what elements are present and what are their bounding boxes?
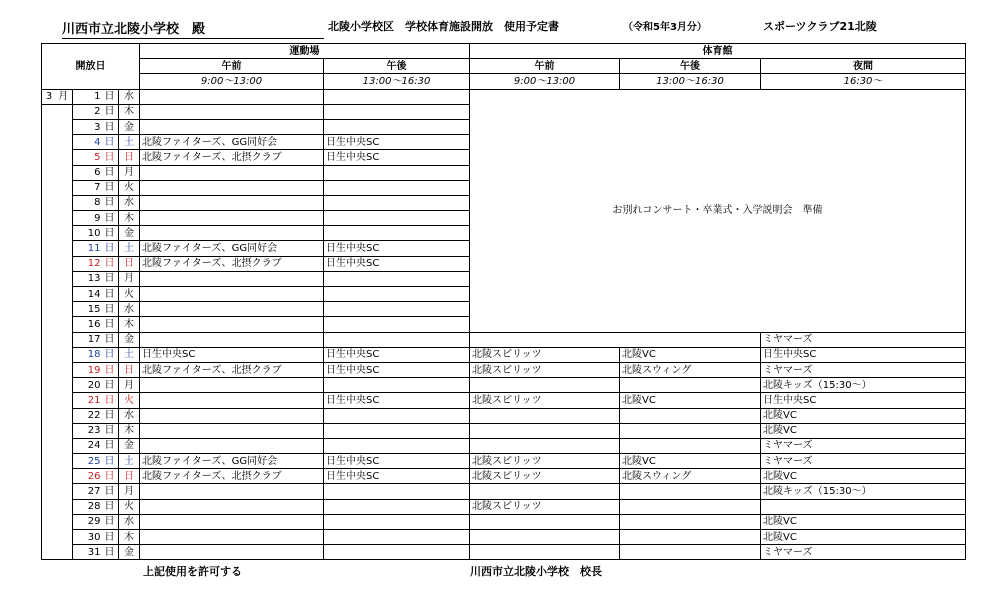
ground-am-cell bbox=[140, 332, 324, 347]
day-unit: 日 bbox=[103, 347, 119, 362]
gym-am-cell: 北陵スピリッツ bbox=[470, 469, 620, 484]
day-number: 31 bbox=[73, 545, 103, 560]
weekday: 水 bbox=[119, 408, 140, 423]
day-number: 15 bbox=[73, 302, 103, 317]
day-number: 11 bbox=[73, 241, 103, 256]
gym-night-cell: ミヤマーズ bbox=[761, 362, 966, 377]
month-cell bbox=[42, 545, 73, 560]
table-row bbox=[42, 393, 966, 408]
day-number: 24 bbox=[73, 438, 103, 453]
gym-pm-cell: 北陵VC bbox=[620, 393, 761, 408]
gym-night-cell: 北陵キッズ（15:30～） bbox=[761, 484, 966, 499]
day-number: 17 bbox=[73, 332, 103, 347]
day-unit: 日 bbox=[103, 256, 119, 271]
ground-am-cell bbox=[140, 514, 324, 529]
month-cell bbox=[42, 393, 73, 408]
day-unit: 日 bbox=[103, 241, 119, 256]
month-cell bbox=[42, 89, 73, 104]
ground-pm-cell bbox=[324, 226, 470, 241]
gym-am-cell: 北陵スピリッツ bbox=[470, 499, 620, 514]
ground-am-cell bbox=[140, 302, 324, 317]
day-unit: 日 bbox=[103, 195, 119, 210]
month-cell bbox=[42, 180, 73, 195]
month-cell bbox=[42, 302, 73, 317]
day-unit: 日 bbox=[103, 317, 119, 332]
day-unit: 日 bbox=[103, 211, 119, 226]
month-cell bbox=[42, 378, 73, 393]
ground-pm-cell bbox=[324, 484, 470, 499]
month-cell bbox=[42, 241, 73, 256]
gym-am-cell bbox=[470, 530, 620, 545]
ground-pm-cell bbox=[324, 317, 470, 332]
ground-am-cell bbox=[140, 530, 324, 545]
ground-pm-cell bbox=[324, 438, 470, 453]
day-unit: 日 bbox=[103, 135, 119, 150]
weekday: 水 bbox=[119, 514, 140, 529]
month-cell bbox=[42, 408, 73, 423]
day-unit: 日 bbox=[103, 226, 119, 241]
table-row bbox=[42, 499, 966, 514]
day-unit: 日 bbox=[103, 484, 119, 499]
gym-pm-cell bbox=[620, 484, 761, 499]
gym-am-cell bbox=[470, 545, 620, 560]
gym-am-cell: 北陵スピリッツ bbox=[470, 347, 620, 362]
weekday: 火 bbox=[119, 499, 140, 514]
ground-am-cell bbox=[140, 393, 324, 408]
ground-am-cell: 日生中央SC bbox=[140, 347, 324, 362]
ground-am-cell bbox=[140, 423, 324, 438]
ground-pm-cell bbox=[324, 287, 470, 302]
table-row bbox=[42, 347, 966, 362]
month-cell bbox=[42, 347, 73, 362]
ground-am-cell bbox=[140, 195, 324, 210]
gym-pm-cell bbox=[620, 499, 761, 514]
table-row bbox=[42, 378, 966, 393]
month-cell bbox=[42, 332, 73, 347]
day-number: 9 bbox=[73, 211, 103, 226]
day-unit: 日 bbox=[103, 150, 119, 165]
day-unit: 日 bbox=[103, 104, 119, 119]
gym-night-cell: 北陵VC bbox=[761, 530, 966, 545]
ground-pm-cell bbox=[324, 332, 470, 347]
ground-am-cell: 北陵ファイターズ、GG同好会 bbox=[140, 135, 324, 150]
organization-name: スポーツクラブ21北陵 bbox=[763, 20, 877, 33]
weekday: 金 bbox=[119, 545, 140, 560]
month-number: 3 bbox=[45, 90, 53, 102]
weekday: 月 bbox=[119, 165, 140, 180]
month-cell bbox=[42, 499, 73, 514]
day-unit: 日 bbox=[103, 393, 119, 408]
ground-pm-cell bbox=[324, 89, 470, 104]
day-number: 18 bbox=[73, 347, 103, 362]
gym-night-cell: 北陵VC bbox=[761, 423, 966, 438]
weekday: 土 bbox=[119, 454, 140, 469]
ground-pm-cell: 日生中央SC bbox=[324, 393, 470, 408]
day-number: 4 bbox=[73, 135, 103, 150]
ground-pm-cell: 日生中央SC bbox=[324, 347, 470, 362]
ground-pm-cell bbox=[324, 271, 470, 286]
day-unit: 日 bbox=[103, 514, 119, 529]
gym-night-cell: 日生中央SC bbox=[761, 393, 966, 408]
day-number: 5 bbox=[73, 150, 103, 165]
ground-pm-cell bbox=[324, 545, 470, 560]
month-cell bbox=[42, 317, 73, 332]
time-gym-pm: 13:00～16:30 bbox=[620, 74, 761, 89]
month-cell bbox=[42, 104, 73, 119]
gym-pm-cell bbox=[620, 530, 761, 545]
schedule-body bbox=[42, 89, 966, 560]
day-number: 25 bbox=[73, 454, 103, 469]
weekday: 月 bbox=[119, 484, 140, 499]
weekday: 金 bbox=[119, 438, 140, 453]
gym-pm-cell bbox=[620, 423, 761, 438]
weekday: 金 bbox=[119, 332, 140, 347]
weekday: 土 bbox=[119, 347, 140, 362]
day-number: 16 bbox=[73, 317, 103, 332]
weekday: 日 bbox=[119, 362, 140, 377]
weekday: 木 bbox=[119, 317, 140, 332]
weekday: 水 bbox=[119, 89, 140, 104]
table-row bbox=[42, 332, 966, 347]
day-unit: 日 bbox=[103, 271, 119, 286]
ground-am-cell bbox=[140, 378, 324, 393]
ground-am-cell: 北陵ファイターズ、北摂クラブ bbox=[140, 362, 324, 377]
header-gym-night: 夜間 bbox=[761, 59, 966, 74]
ground-pm-cell: 日生中央SC bbox=[324, 469, 470, 484]
ground-pm-cell: 日生中央SC bbox=[324, 135, 470, 150]
table-row bbox=[42, 362, 966, 377]
day-unit: 日 bbox=[103, 545, 119, 560]
ground-am-cell bbox=[140, 499, 324, 514]
gym-am-cell bbox=[470, 438, 620, 453]
gym-night-cell bbox=[761, 499, 966, 514]
ground-am-cell: 北陵ファイターズ、北摂クラブ bbox=[140, 150, 324, 165]
day-number: 8 bbox=[73, 195, 103, 210]
gym-merged-blank bbox=[470, 332, 761, 347]
month-unit: 月 bbox=[58, 90, 69, 102]
day-unit: 日 bbox=[103, 362, 119, 377]
day-number: 10 bbox=[73, 226, 103, 241]
weekday: 月 bbox=[119, 271, 140, 286]
day-number: 21 bbox=[73, 393, 103, 408]
weekday: 日 bbox=[119, 469, 140, 484]
month-cell bbox=[42, 423, 73, 438]
month-cell bbox=[42, 119, 73, 134]
table-row bbox=[42, 89, 966, 104]
weekday: 木 bbox=[119, 530, 140, 545]
gym-night-cell: ミヤマーズ bbox=[761, 438, 966, 453]
day-number: 14 bbox=[73, 287, 103, 302]
day-number: 27 bbox=[73, 484, 103, 499]
ground-pm-cell bbox=[324, 195, 470, 210]
gym-night-cell: 日生中央SC bbox=[761, 347, 966, 362]
table-row bbox=[42, 408, 966, 423]
gym-am-cell: 北陵スピリッツ bbox=[470, 393, 620, 408]
ground-am-cell: 北陵ファイターズ、北摂クラブ bbox=[140, 469, 324, 484]
day-unit: 日 bbox=[103, 332, 119, 347]
day-unit: 日 bbox=[103, 180, 119, 195]
day-number: 13 bbox=[73, 271, 103, 286]
month-cell bbox=[42, 135, 73, 150]
ground-am-cell bbox=[140, 180, 324, 195]
permit-statement: 上記使用を許可する bbox=[143, 565, 242, 578]
table-row bbox=[42, 530, 966, 545]
month-cell bbox=[42, 514, 73, 529]
header-ground: 運動場 bbox=[140, 44, 470, 59]
header-gym-am: 午前 bbox=[470, 59, 620, 74]
weekday: 月 bbox=[119, 378, 140, 393]
table-row bbox=[42, 438, 966, 453]
time-gym-am: 9:00～13:00 bbox=[470, 74, 620, 89]
gym-am-cell: 北陵スピリッツ bbox=[470, 362, 620, 377]
ground-am-cell: 北陵ファイターズ、北摂クラブ bbox=[140, 256, 324, 271]
ground-am-cell bbox=[140, 104, 324, 119]
weekday: 金 bbox=[119, 119, 140, 134]
month-cell bbox=[42, 165, 73, 180]
ground-pm-cell: 日生中央SC bbox=[324, 241, 470, 256]
month-cell bbox=[42, 469, 73, 484]
gym-pm-cell bbox=[620, 514, 761, 529]
ground-am-cell: 北陵ファイターズ、GG同好会 bbox=[140, 454, 324, 469]
month-cell bbox=[42, 287, 73, 302]
ground-pm-cell: 日生中央SC bbox=[324, 150, 470, 165]
ground-am-cell bbox=[140, 317, 324, 332]
day-unit: 日 bbox=[103, 454, 119, 469]
day-number: 12 bbox=[73, 256, 103, 271]
weekday: 木 bbox=[119, 211, 140, 226]
gym-night-cell: 北陵キッズ（15:30～） bbox=[761, 378, 966, 393]
day-unit: 日 bbox=[103, 469, 119, 484]
gym-night-cell: ミヤマーズ bbox=[761, 545, 966, 560]
gym-pm-cell: 北陵VC bbox=[620, 347, 761, 362]
weekday: 水 bbox=[119, 195, 140, 210]
gym-night-cell: 北陵VC bbox=[761, 469, 966, 484]
principal-signature: 川西市立北陵小学校 校長 bbox=[470, 565, 602, 578]
gym-am-cell bbox=[470, 423, 620, 438]
day-number: 26 bbox=[73, 469, 103, 484]
day-unit: 日 bbox=[103, 499, 119, 514]
month-cell bbox=[42, 530, 73, 545]
header-ground-pm: 午後 bbox=[324, 59, 470, 74]
day-number: 22 bbox=[73, 408, 103, 423]
addressee: 川西市立北陵小学校 殿 bbox=[62, 18, 324, 39]
weekday: 火 bbox=[119, 393, 140, 408]
day-number: 7 bbox=[73, 180, 103, 195]
ground-pm-cell bbox=[324, 211, 470, 226]
gym-pm-cell bbox=[620, 545, 761, 560]
gym-preparation-note: お別れコンサート・卒業式・入学説明会 準備 bbox=[470, 89, 966, 332]
weekday: 土 bbox=[119, 135, 140, 150]
ground-pm-cell bbox=[324, 423, 470, 438]
ground-pm-cell: 日生中央SC bbox=[324, 362, 470, 377]
ground-pm-cell bbox=[324, 180, 470, 195]
weekday: 火 bbox=[119, 287, 140, 302]
table-row bbox=[42, 454, 966, 469]
day-unit: 日 bbox=[103, 530, 119, 545]
time-gym-night: 16:30～ bbox=[761, 74, 966, 89]
gym-pm-cell bbox=[620, 438, 761, 453]
day-unit: 日 bbox=[103, 119, 119, 134]
ground-pm-cell: 日生中央SC bbox=[324, 454, 470, 469]
table-row bbox=[42, 484, 966, 499]
day-number: 23 bbox=[73, 423, 103, 438]
ground-pm-cell bbox=[324, 499, 470, 514]
ground-am-cell bbox=[140, 484, 324, 499]
ground-pm-cell bbox=[324, 165, 470, 180]
month-cell bbox=[42, 438, 73, 453]
ground-pm-cell: 日生中央SC bbox=[324, 256, 470, 271]
day-number: 29 bbox=[73, 514, 103, 529]
weekday: 日 bbox=[119, 150, 140, 165]
header-open-day: 開放日 bbox=[42, 44, 140, 90]
gym-am-cell bbox=[470, 514, 620, 529]
ground-pm-cell bbox=[324, 514, 470, 529]
month-cell bbox=[42, 256, 73, 271]
ground-am-cell bbox=[140, 165, 324, 180]
month-cell bbox=[42, 454, 73, 469]
table-row bbox=[42, 514, 966, 529]
day-number: 2 bbox=[73, 104, 103, 119]
weekday: 木 bbox=[119, 104, 140, 119]
gym-pm-cell bbox=[620, 408, 761, 423]
weekday: 木 bbox=[119, 423, 140, 438]
day-unit: 日 bbox=[103, 165, 119, 180]
month-cell bbox=[42, 211, 73, 226]
gym-pm-cell bbox=[620, 378, 761, 393]
table-row bbox=[42, 469, 966, 484]
time-ground-pm: 13:00～16:30 bbox=[324, 74, 470, 89]
month-cell bbox=[42, 195, 73, 210]
month-cell bbox=[42, 271, 73, 286]
document-title: 北陵小学校区 学校体育施設開放 使用予定書 bbox=[328, 20, 559, 33]
gym-night-cell: 北陵VC bbox=[761, 514, 966, 529]
weekday: 金 bbox=[119, 226, 140, 241]
ground-pm-cell bbox=[324, 104, 470, 119]
ground-am-cell bbox=[140, 408, 324, 423]
month-cell bbox=[42, 226, 73, 241]
day-number: 6 bbox=[73, 165, 103, 180]
gym-am-cell bbox=[470, 484, 620, 499]
month-cell bbox=[42, 362, 73, 377]
ground-pm-cell bbox=[324, 302, 470, 317]
ground-am-cell bbox=[140, 226, 324, 241]
time-ground-am: 9:00～13:00 bbox=[140, 74, 324, 89]
table-row bbox=[42, 545, 966, 560]
gym-night-cell: ミヤマーズ bbox=[761, 332, 966, 347]
month-cell bbox=[42, 484, 73, 499]
ground-am-cell bbox=[140, 545, 324, 560]
ground-am-cell bbox=[140, 438, 324, 453]
ground-pm-cell bbox=[324, 378, 470, 393]
day-number: 1 bbox=[73, 89, 103, 104]
day-unit: 日 bbox=[103, 89, 119, 104]
ground-pm-cell bbox=[324, 119, 470, 134]
gym-night-cell: 北陵VC bbox=[761, 408, 966, 423]
weekday: 土 bbox=[119, 241, 140, 256]
day-unit: 日 bbox=[103, 438, 119, 453]
gym-pm-cell: 北陵スウィング bbox=[620, 469, 761, 484]
ground-am-cell bbox=[140, 287, 324, 302]
ground-am-cell: 北陵ファイターズ、GG同好会 bbox=[140, 241, 324, 256]
gym-am-cell: 北陵スピリッツ bbox=[470, 454, 620, 469]
schedule-table bbox=[41, 43, 966, 560]
day-unit: 日 bbox=[103, 408, 119, 423]
day-unit: 日 bbox=[103, 302, 119, 317]
weekday: 水 bbox=[119, 302, 140, 317]
day-number: 30 bbox=[73, 530, 103, 545]
day-number: 28 bbox=[73, 499, 103, 514]
day-unit: 日 bbox=[103, 378, 119, 393]
header-ground-am: 午前 bbox=[140, 59, 324, 74]
ground-am-cell bbox=[140, 271, 324, 286]
table-row bbox=[42, 423, 966, 438]
weekday: 日 bbox=[119, 256, 140, 271]
gym-am-cell bbox=[470, 378, 620, 393]
day-number: 20 bbox=[73, 378, 103, 393]
day-number: 3 bbox=[73, 119, 103, 134]
month-cell bbox=[42, 150, 73, 165]
day-number: 19 bbox=[73, 362, 103, 377]
ground-am-cell bbox=[140, 89, 324, 104]
ground-pm-cell bbox=[324, 530, 470, 545]
gym-am-cell bbox=[470, 408, 620, 423]
gym-pm-cell: 北陵VC bbox=[620, 454, 761, 469]
header-gym: 体育館 bbox=[470, 44, 966, 59]
ground-pm-cell bbox=[324, 408, 470, 423]
header-gym-pm: 午後 bbox=[620, 59, 761, 74]
ground-am-cell bbox=[140, 119, 324, 134]
gym-night-cell: ミヤマーズ bbox=[761, 454, 966, 469]
weekday: 火 bbox=[119, 180, 140, 195]
ground-am-cell bbox=[140, 211, 324, 226]
period-label: （令和5年3月分） bbox=[623, 22, 707, 33]
day-unit: 日 bbox=[103, 423, 119, 438]
day-unit: 日 bbox=[103, 287, 119, 302]
gym-pm-cell: 北陵スウィング bbox=[620, 362, 761, 377]
